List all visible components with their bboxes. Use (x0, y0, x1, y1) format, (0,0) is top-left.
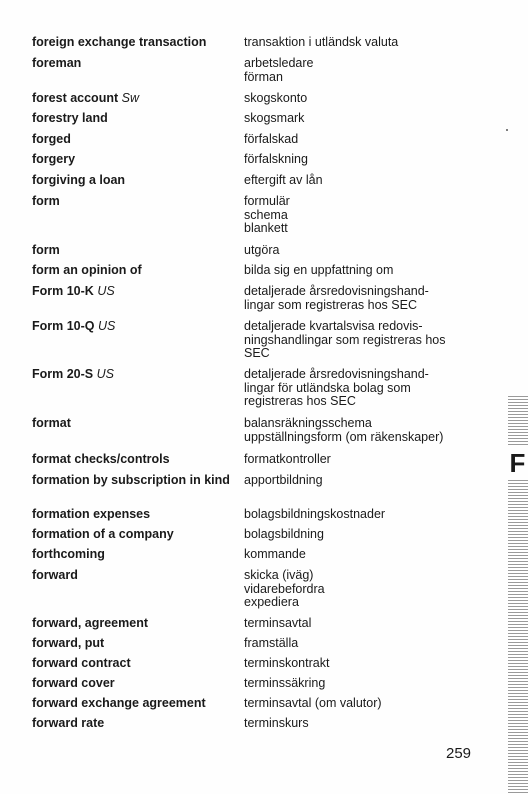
entry-term-text: forestry land (32, 111, 108, 125)
entry-translation (244, 657, 484, 671)
entry-term-text: formation of a company (32, 527, 174, 541)
entry-term (32, 57, 232, 71)
translation-line: formatkontroller (244, 452, 331, 466)
entry-term-text: forthcoming (32, 547, 105, 561)
entry-translation (244, 617, 484, 631)
entry-term (32, 244, 232, 258)
entry-term-text: formation by subscription in kind (32, 473, 230, 487)
entry-translation (244, 548, 484, 562)
translation-line: arbetsledare (244, 56, 314, 70)
entry-term (32, 195, 232, 209)
entry-translation (244, 453, 484, 467)
translation-line: lingar som registreras hos SEC (244, 297, 417, 312)
translation-line: kommande (244, 547, 306, 561)
entry-term (32, 657, 232, 671)
entry-term (32, 474, 232, 488)
entry-region-tag: US (98, 319, 116, 333)
translation-line: lingar för utländska bolag som (244, 380, 411, 395)
entry-term-text: form an opinion of (32, 263, 142, 277)
entry-term (32, 697, 232, 711)
entry-term (32, 637, 232, 651)
entry-translation (244, 174, 484, 188)
entry-translation (244, 112, 484, 126)
entry-translation (244, 264, 484, 278)
translation-line: ningshandlingar som registreras hos (244, 332, 446, 347)
translation-line: förfalskning (244, 152, 308, 166)
entry-term-text: Form 10-Q (32, 319, 95, 333)
entry-term (32, 677, 232, 691)
translation-line: detaljerade kvartalsvisa redovis- (244, 319, 423, 333)
translation-line: skogsmark (244, 111, 305, 125)
translation-line: framställa (244, 636, 299, 650)
translation-line: vidarebefordra (244, 581, 325, 596)
translation-line: registreras hos SEC (244, 394, 356, 408)
entry-term-text: forest account (32, 91, 119, 105)
translation-line: SEC (244, 346, 270, 360)
entry-term (32, 36, 232, 50)
translation-line: detaljerade årsredovisningshand- (244, 367, 429, 381)
translation-line: uppställningsform (om räkenskaper) (244, 429, 444, 444)
entry-term (32, 548, 232, 562)
entry-term (32, 717, 232, 731)
entry-translation (244, 677, 484, 691)
translation-line: förman (244, 69, 283, 84)
entry-term (32, 153, 232, 167)
entry-term-text: format checks/controls (32, 452, 170, 466)
entry-translation (244, 637, 484, 651)
scan-speck (506, 129, 508, 131)
translation-line: terminssäkring (244, 676, 326, 690)
entry-translation (244, 368, 484, 409)
entry-translation (244, 285, 484, 312)
entry-term (32, 264, 232, 278)
translation-line: expediera (244, 595, 299, 609)
translation-line: schema (244, 207, 288, 222)
entry-term-text: forward exchange agreement (32, 696, 206, 710)
entry-term (32, 320, 232, 334)
entry-translation (244, 697, 484, 711)
entry-term-text: foreign exchange transaction (32, 35, 207, 49)
entry-translation (244, 717, 484, 731)
entry-term (32, 508, 232, 522)
entry-term (32, 133, 232, 147)
entry-term-text: foreman (32, 56, 82, 70)
entry-translation (244, 417, 484, 444)
entry-term (32, 368, 232, 382)
entry-term-text: Form 20-S (32, 367, 94, 381)
entry-translation (244, 474, 484, 488)
entry-term-text: format (32, 416, 71, 430)
entry-term (32, 417, 232, 431)
entry-term-text: form (32, 194, 60, 208)
translation-line: bolagsbildning (244, 527, 324, 541)
entry-region-tag: US (96, 367, 114, 381)
entry-term-text: forward contract (32, 656, 131, 670)
entry-term (32, 112, 232, 126)
entry-translation (244, 133, 484, 147)
entry-term-text: forward cover (32, 676, 115, 690)
translation-line: bolagsbildningskostnader (244, 507, 386, 521)
entry-translation (244, 153, 484, 167)
entry-term-text: forward, agreement (32, 616, 149, 630)
entry-term (32, 528, 232, 542)
entry-term-text: Form 10-K (32, 284, 94, 298)
translation-line: skicka (iväg) (244, 568, 314, 582)
translation-line: bilda sig en uppfattning om (244, 263, 394, 277)
entry-term (32, 453, 232, 467)
entry-translation (244, 244, 484, 258)
entry-term-text: forward rate (32, 716, 105, 730)
entry-term-text: formation expenses (32, 507, 151, 521)
entry-translation (244, 57, 484, 84)
entry-term-text: forgiving a loan (32, 173, 126, 187)
entry-translation (244, 320, 484, 361)
entry-translation (244, 36, 484, 50)
entry-translation (244, 508, 484, 522)
translation-line: detaljerade årsredovisningshand- (244, 284, 429, 298)
translation-line: formulär (244, 194, 290, 208)
translation-line: terminskurs (244, 716, 309, 730)
entry-term-text: forward, put (32, 636, 105, 650)
entry-term-text: forward (32, 568, 78, 582)
entry-term-text: form (32, 243, 60, 257)
entry-term (32, 285, 232, 299)
entry-term (32, 92, 232, 106)
entry-region-tag: Sw (121, 91, 139, 105)
entry-term-text: forged (32, 132, 71, 146)
translation-line: balansräkningsschema (244, 416, 372, 430)
translation-line: terminsavtal (244, 616, 312, 630)
entry-term (32, 617, 232, 631)
translation-line: blankett (244, 221, 288, 235)
entry-region-tag: US (97, 284, 115, 298)
translation-line: apportbildning (244, 473, 323, 487)
translation-line: terminskontrakt (244, 656, 330, 670)
section-letter: F (507, 446, 528, 480)
entry-term (32, 174, 232, 188)
entry-term-text: forgery (32, 152, 76, 166)
translation-line: transaktion i utländsk valuta (244, 35, 399, 49)
translation-line: skogskonto (244, 91, 308, 105)
entry-translation (244, 92, 484, 106)
translation-line: eftergift av lån (244, 173, 323, 187)
translation-line: utgöra (244, 243, 280, 257)
entry-translation (244, 569, 484, 610)
entry-term (32, 569, 232, 583)
entry-translation (244, 195, 484, 236)
translation-line: terminsavtal (om valutor) (244, 696, 382, 710)
translation-line: förfalskad (244, 132, 299, 146)
entry-translation (244, 528, 484, 542)
page-number: 259 (446, 745, 472, 762)
